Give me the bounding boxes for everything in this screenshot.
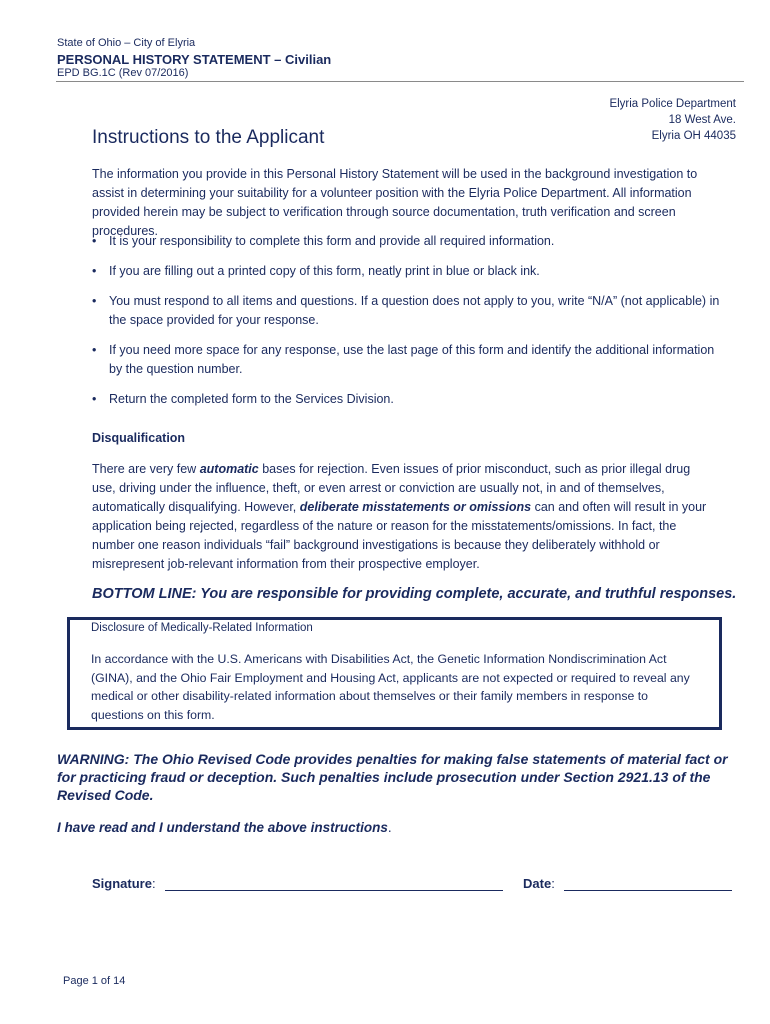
disq-emphasis-automatic: automatic [199,462,259,476]
disqualification-heading: Disqualification [92,431,186,445]
date-colon: : [551,876,555,891]
acknowledgement-statement [57,820,392,835]
disclosure-heading: Disclosure of Medically-Related Information [91,622,313,634]
list-item: • If you need more space for any response, use the last page of this form and identify the additional information by the question number. [92,343,715,376]
list-item-text: You must respond to all items and questions. If a question does not apply to you, write “N/A” (not applicable) in the space provided for your response. [109,294,720,327]
list-item: • Return the completed form to the Services Division. [92,392,394,406]
list-item: • You must respond to all items and questions. If a question does not apply to you, write “N/A” (not applicable) in the space provided for your response. [92,294,720,327]
address-line-3: Elyria OH 44035 [651,130,736,142]
page-number: Page 1 of 14 [63,975,126,987]
bottom-line-statement [92,586,736,602]
instructions-heading: Instructions to the Applicant [92,127,325,148]
signature-row [92,876,503,891]
disqualification-paragraph [92,460,712,574]
bottom-line-text: : You are responsible for providing complete, accurate, and truthful responses. [191,586,737,602]
signature-line[interactable] [165,876,503,891]
signature-colon: : [151,876,156,891]
list-item-text: If you are filling out a printed copy of this form, neatly print in blue or black ink. [109,264,540,278]
warning-statement: WARNING: The Ohio Revised Code provides penalties for making false statements of material fact or for practicing fraud or deception. Such penalties include prosecution under Section 2921.13 of the Revised Code. [57,751,728,803]
disq-emphasis-misstatements: deliberate misstatements or omissions [299,500,532,514]
signature-label: Signature [92,876,152,891]
disq-text-b: bases for rejection. Even issues of prior misconduct, such as prior illegal drug use, driving under the influence, theft, or even arrest or conviction are usually not, in and of themselves, automatically disqualifying. However, [92,462,691,514]
form-code: EPD BG.1C (Rev 07/2016) [57,67,189,79]
intro-paragraph: The information you provide in this Personal History Statement will be used in the background investigation to assist in determining your suitability for a volunteer position with the Elyria Police Department. All information provided herein may be subject to verification through source documentation, truth verification and screen procedures. [92,167,698,238]
date-label: Date [523,876,552,891]
disq-text-c: can and often will result in your application being rejected, regardless of the nature or reason for the misstatements/omissions. In fact, the number one reason individuals “fail” background investigations is because they deliberately withhold or misrepresent job-relevant information from their prospective employer. [92,500,707,571]
list-item: • If you are filling out a printed copy of this form, neatly print in blue or black ink. [92,264,540,278]
date-line[interactable] [564,876,732,891]
bottom-line-label: BOTTOM LINE [92,586,192,602]
address-line-1: Elyria Police Department [609,98,736,110]
header-divider [56,81,744,82]
instruction-list [92,232,722,420]
disclosure-text: In accordance with the U.S. Americans with Disabilities Act, the Genetic Information Nondiscrimination Act (GINA), and the Ohio Fair Employment and Housing Act, applicants are not expected or required to reveal any medical or other disability-related information about themselves or their family members in response to questions on this form. [91,652,690,722]
disq-text-a: There are very few [92,462,200,476]
list-item-text: It is your responsibility to complete this form and provide all required information. [109,234,555,248]
list-item: • It is your responsibility to complete this form and provide all required information. [92,234,555,248]
list-item-text: If you need more space for any response, use the last page of this form and identify the additional information by the question number. [109,343,715,376]
form-title: PERSONAL HISTORY STATEMENT – Civilian [57,52,332,67]
acknowledgement-text: I have read and I understand the above instructions [57,820,388,835]
acknowledgement-period: . [387,820,392,835]
address-line-2: 18 West Ave. [668,114,736,126]
list-item-text: Return the completed form to the Services Division. [109,392,394,406]
department-address [609,96,736,144]
disclosure-box [67,617,722,730]
date-row [523,876,732,891]
jurisdiction-label: State of Ohio – City of Elyria [57,37,196,49]
